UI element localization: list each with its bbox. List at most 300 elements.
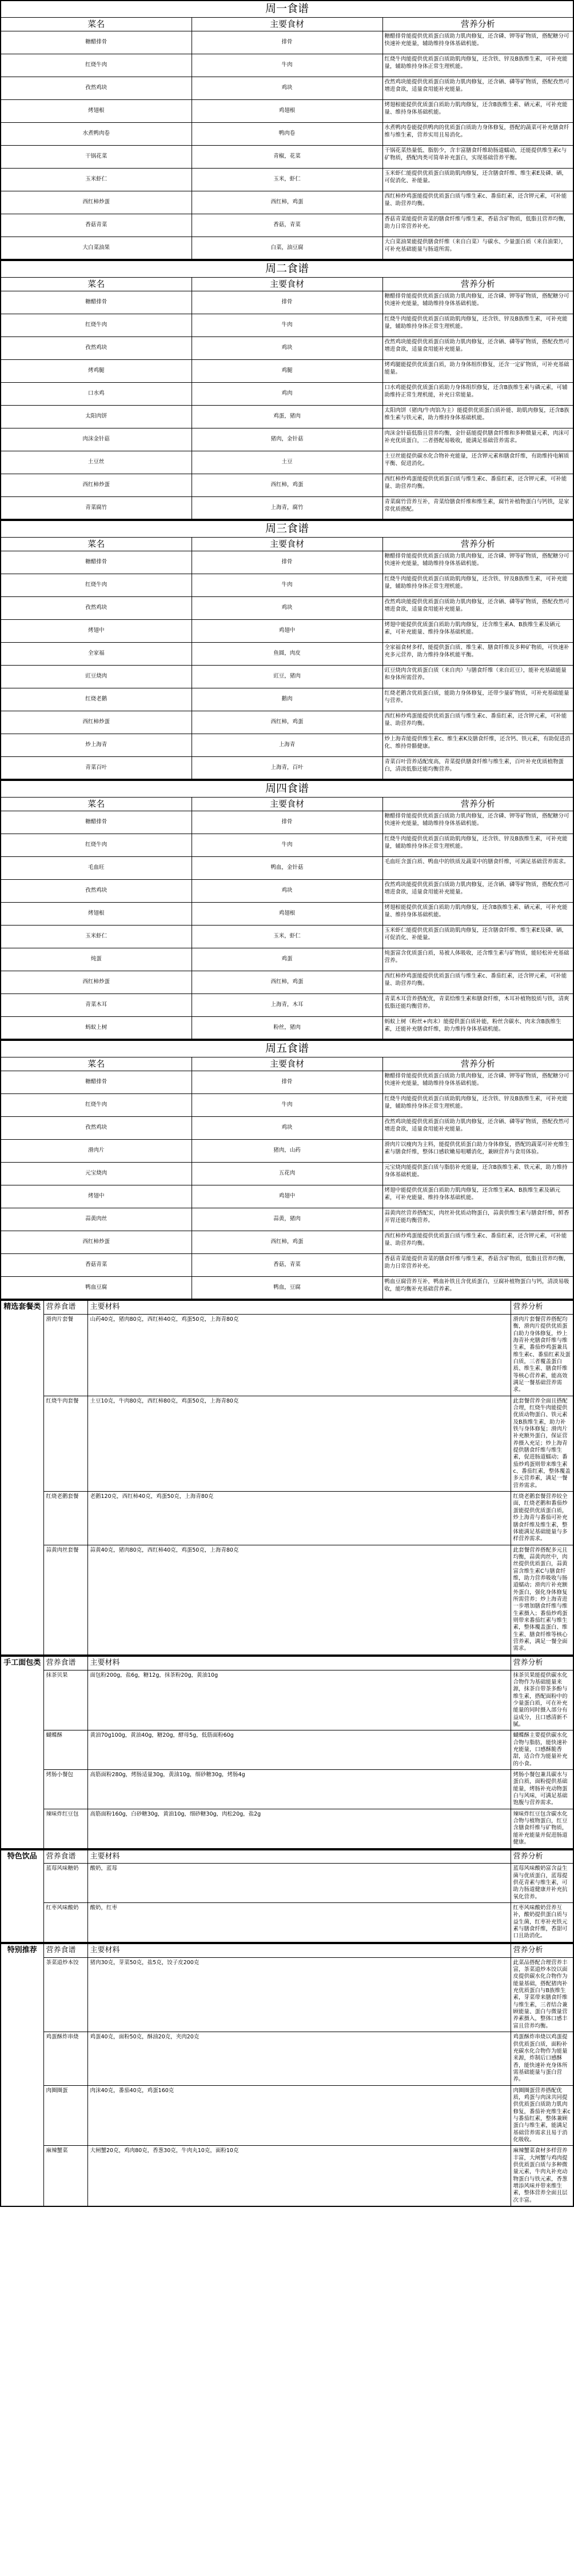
- table-row: [1, 551, 573, 574]
- dish-ingredients: 排骨: [192, 31, 382, 54]
- dish-name: 香菇青菜: [1, 1253, 192, 1276]
- table-row: [1, 925, 573, 948]
- dish-ingredients: 粉丝，猪肉: [192, 1016, 382, 1039]
- dish-ingredients: 猪肉，山药: [192, 1139, 382, 1162]
- dish-name: 红烧牛肉: [1, 314, 192, 336]
- dish-nutrition: 水煮鸭肉卷能提供鸭肉的优质蛋白质助力身体修复，搭配的蔬菜可补充膳食纤维与维生素，营养实用且易消化。: [382, 122, 573, 145]
- recipe-analysis: 抹茶贝果能提供碳水化合物作为基础能量来源，抹茶自带茶多酚与维生素，搭配面粉中的少量蛋白质，可在补充能量的同时摄入部分有益成分，且口感清新不腻。: [511, 1670, 573, 1730]
- header-recipe: 营养食谱: [43, 1300, 87, 1314]
- dish-ingredients: 青椒，花菜: [192, 145, 382, 168]
- dish-name: 元宝烧肉: [1, 1162, 192, 1185]
- dish-ingredients: 白菜，油豆腐: [192, 237, 382, 259]
- dish-ingredients: 猪肉，金针菇: [192, 428, 382, 451]
- dish-name: 毛血旺: [1, 856, 192, 879]
- header-dish-name: 菜名: [1, 797, 192, 811]
- dish-ingredients: 鹅肉: [192, 688, 382, 711]
- dish-ingredients: 西红柿，鸡蛋: [192, 474, 382, 496]
- dish-ingredients: 排骨: [192, 291, 382, 314]
- table-row: [1, 834, 573, 856]
- table-row: [1, 1162, 573, 1185]
- dish-nutrition: 豇豆烧肉含优质蛋白质（来自肉）与膳食纤维（来自豇豆），能补充基础能量和身体所需营养。: [382, 665, 573, 688]
- dish-name: 豇豆烧肉: [1, 665, 192, 688]
- table-row: [1, 619, 573, 642]
- dish-name: 红烧牛肉: [1, 1093, 192, 1116]
- header-nutrition: 营养分析: [382, 1057, 573, 1071]
- recipe-materials: 高筋面粉280g，烤肠适量30g，黄油10g，细砂糖30g，烤肠4g: [87, 1770, 511, 1809]
- dish-ingredients: 牛肉: [192, 1093, 382, 1116]
- dish-name: 水煮鸭肉卷: [1, 122, 192, 145]
- dish-name: 蒜黄肉丝: [1, 1208, 192, 1231]
- recipe-materials: 土豆10克，牛肉80克，西红柿80克，鸡蛋50克，上海青80克: [87, 1396, 511, 1491]
- dish-ingredients: 土豆: [192, 451, 382, 474]
- dish-nutrition: 玉米虾仁能提供优质蛋白质助肌肉修复，还含膳食纤维、维生素E及磷、硒，可促消化、补能量。: [382, 168, 573, 191]
- day-title-row: [1, 1040, 573, 1057]
- dish-nutrition: 全家福食材多样，能提供蛋白质、维生素、膳食纤维及多种矿物质，可快速补充多元营养，助力维持身体机能平衡。: [382, 642, 573, 665]
- dish-ingredients: 鸭血，豆腐: [192, 1276, 382, 1299]
- table-row: [1, 1545, 573, 1655]
- dish-ingredients: 豇豆，猪肉: [192, 665, 382, 688]
- recipe-materials: 猪肉30克，芽菜50克，盐5克，饺子皮200克: [87, 1957, 511, 2032]
- category-table: [0, 1656, 574, 1849]
- header-nutrition: 营养分析: [382, 17, 573, 31]
- table-row: [1, 99, 573, 122]
- day-title: 周四食谱: [1, 780, 573, 797]
- day-title-row: [1, 520, 573, 537]
- dish-name: 滑肉片: [1, 1139, 192, 1162]
- table-row: [1, 1208, 573, 1231]
- dish-name: 糖醋排骨: [1, 811, 192, 834]
- day-menu-table: [0, 1040, 574, 1300]
- table-row: [1, 77, 573, 99]
- dish-nutrition: 滑肉片以瘦肉为主料，能提供优质蛋白助力身体修复，搭配的蔬菜可补充维生素与膳食纤维，整体口感软嫩易咀嚼消化，兼顾营养与食用体验。: [382, 1139, 573, 1162]
- day-menu-table: [0, 260, 574, 520]
- dish-name: 烤翅中: [1, 619, 192, 642]
- dish-nutrition: 糖醋排骨能提供优质蛋白质助力肌肉修复，还含磷、钾等矿物质，搭配糖分可快速补充能量，辅助维持身体基础机能。: [382, 811, 573, 834]
- column-header-row: [1, 537, 573, 551]
- dish-name: 玉米虾仁: [1, 925, 192, 948]
- table-row: [1, 948, 573, 971]
- dish-nutrition: 糖醋排骨能提供优质蛋白质助力肌肉修复，还含磷、钾等矿物质，搭配糖分可快速补充能量，辅助维持身体基础机能。: [382, 31, 573, 54]
- table-row: [1, 971, 573, 993]
- day-title: 周一食谱: [1, 1, 573, 17]
- category-menus: [0, 1300, 574, 2207]
- dish-ingredients: 鸡翅中: [192, 1185, 382, 1208]
- dish-ingredients: 牛肉: [192, 314, 382, 336]
- dish-ingredients: 西红柿，鸡蛋: [192, 191, 382, 214]
- dish-name: 西红柿炒蛋: [1, 474, 192, 496]
- dish-ingredients: 香菇，青菜: [192, 214, 382, 237]
- header-materials: 主要材料: [87, 1944, 511, 1957]
- category-header-row: [1, 1944, 573, 1957]
- table-row: [1, 382, 573, 405]
- dish-nutrition: 土豆丝能提供碳水化合物补充能量，还含钾元素和膳食纤维，有助维持电解质平衡、促进消化。: [382, 451, 573, 474]
- category-table: [0, 1849, 574, 1943]
- recipe-name: 肉圈圈蛋: [43, 2085, 87, 2146]
- table-row: [1, 122, 573, 145]
- table-row: [1, 1903, 573, 1942]
- table-row: [1, 688, 573, 711]
- dish-nutrition: 青菜百叶营养适配度高，青菜提供膳食纤维与维生素，百叶补充优质植物蛋白，清淡低脂还能均衡营养。: [382, 756, 573, 779]
- dish-nutrition: 炒上海青能提供维生素c、维生素K及膳食纤维，还含钙、铁元素，有助促进消化、维持骨骼健康。: [382, 734, 573, 756]
- table-row: [1, 1770, 573, 1809]
- dish-ingredients: 蒜黄，猪肉: [192, 1208, 382, 1231]
- dish-name: 青菜腐竹: [1, 496, 192, 519]
- dish-name: 西红柿炒蛋: [1, 711, 192, 734]
- column-header-row: [1, 1057, 573, 1071]
- recipe-materials: 蒜黄40克，猪肉80克，西红柿40克，鸡蛋50克，上海青80克: [87, 1545, 511, 1655]
- header-recipe: 营养食谱: [43, 1656, 87, 1670]
- day-menu-table: [0, 0, 574, 260]
- recipe-analysis: 此套餐营养全面且搭配合理，红烧牛肉能提供优质动物蛋白、铁元素及B族维生素，助力补铁与身体修复；滑肉片补充额外蛋白，保证营养摄入充足；炒上海青提供膳食纤维与维生素，促进肠道蠕动；番茄炒鸡蛋则带来维生素c、番茄红素，整体覆盖多元营养素，满足一餐营养需求。: [511, 1396, 573, 1491]
- table-row: [1, 2146, 573, 2206]
- recipe-analysis: 蓝莓风味酸奶富含益生菌与优质蛋白，蓝莓提供花青素与维生素，可助力肠道健康并补充抗氧化营养。: [511, 1864, 573, 1903]
- table-row: [1, 168, 573, 191]
- dish-ingredients: 上海青，百叶: [192, 756, 382, 779]
- dish-nutrition: 香菇青菜能提供青菜的膳食纤维与维生素，香菇含矿物质，低脂且营养均衡，助力日常营养补充。: [382, 1253, 573, 1276]
- recipe-name: 蒜黄肉丝套餐: [43, 1545, 87, 1655]
- dish-nutrition: 蚂蚁上树（粉丝+肉末）能提供蛋白质补能，粉丝含碳水、肉末含B族维生素，还能补充膳食纤维，助力维持身体基础机能。: [382, 1016, 573, 1039]
- recipe-materials: 山药40克，猪肉80克，西红柿40克，鸡蛋50克，上海青80克: [87, 1314, 511, 1396]
- dish-nutrition: 红烧牛肉能提供优质蛋白质助肌肉修复，还含铁、锌及B族维生素，可补充能量，辅助维持身体正常生理机能。: [382, 574, 573, 596]
- day-menu-table: [0, 520, 574, 780]
- table-row: [1, 596, 573, 619]
- dish-ingredients: 鸭肉卷: [192, 122, 382, 145]
- recipe-name: 蓝莓风味糖奶: [43, 1864, 87, 1903]
- table-row: [1, 31, 573, 54]
- table-row: [1, 1396, 573, 1491]
- header-dish-name: 菜名: [1, 17, 192, 31]
- dish-name: 烤翅中: [1, 1185, 192, 1208]
- table-row: [1, 902, 573, 925]
- dish-ingredients: 鸡翅根: [192, 902, 382, 925]
- dish-name: 西红柿炒蛋: [1, 971, 192, 993]
- table-row: [1, 191, 573, 214]
- table-row: [1, 496, 573, 519]
- table-row: [1, 2032, 573, 2085]
- dish-ingredients: 鸡块: [192, 77, 382, 99]
- dish-ingredients: 上海青，腐竹: [192, 496, 382, 519]
- dish-nutrition: 烤翅根能提供优质蛋白质助力肌肉修复，还含B族维生素、硒元素，可补充能量、维持身体基础机能。: [382, 99, 573, 122]
- dish-ingredients: 玉米，虾仁: [192, 168, 382, 191]
- column-header-row: [1, 17, 573, 31]
- day-title-row: [1, 1, 573, 17]
- table-row: [1, 665, 573, 688]
- header-materials: 主要材料: [87, 1300, 511, 1314]
- header-analysis: 营养分析: [511, 1300, 573, 1314]
- dish-name: 香菇青菜: [1, 214, 192, 237]
- table-row: [1, 756, 573, 779]
- dish-nutrition: 西红柿炒鸡蛋能提供优质蛋白质与维生素c、番茄红素，还含钾元素，可补能量、助营养均衡。: [382, 711, 573, 734]
- day-menu-table: [0, 780, 574, 1040]
- dish-nutrition: 烤翅中能提供优质蛋白质助力肌肉修复，还含维生素A、B族维生素及硒元素，可补充能量、维持身体基础机能。: [382, 619, 573, 642]
- table-row: [1, 314, 573, 336]
- dish-name: 玉米虾仁: [1, 168, 192, 191]
- dish-ingredients: 鸡肉: [192, 382, 382, 405]
- table-row: [1, 145, 573, 168]
- recipe-analysis: 红枣风味酸奶营养互补，酸奶提供蛋白质与益生菌，红枣补充铁元素与膳食纤维，香甜可口且助消化。: [511, 1903, 573, 1942]
- table-row: [1, 1957, 573, 2032]
- table-row: [1, 879, 573, 902]
- table-row: [1, 237, 573, 259]
- header-dish-name: 菜名: [1, 277, 192, 291]
- recipe-analysis: 麻辣蟹菜食材多样营养丰富，大闸蟹与鸡肉提供优质蛋白质与多种微量元素，牛肉丸补充动物蛋白与铁元素，香葱增添风味并带来维生素，整体营养全面且层次丰富。: [511, 2146, 573, 2206]
- table-row: [1, 1116, 573, 1139]
- header-analysis: 营养分析: [511, 1656, 573, 1670]
- recipe-analysis: 鸡蛋酥炸串烧以鸡蛋提供优质蛋白质，面粉补充碳水化合物作为能量来源，炸制后口感酥香，能快速补充身体所需基础能量与蛋白营养。: [511, 2032, 573, 2085]
- dish-ingredients: 西红柿，鸡蛋: [192, 1231, 382, 1253]
- dish-nutrition: 孜然鸡块能提供优质蛋白质助力肌肉修复，还含硒、磷等矿物质，搭配孜然可增进食欲，适量食用能补充能量。: [382, 77, 573, 99]
- dish-nutrition: 糖醋排骨能提供优质蛋白质助力肌肉修复，还含磷、钾等矿物质，搭配糖分可快速补充能量，辅助维持身体基础机能。: [382, 551, 573, 574]
- dish-nutrition: 炖蛋富含优质蛋白质，易被人体吸收，还含维生素与矿物质，能轻松补充基础营养。: [382, 948, 573, 971]
- dish-name: 糖醋排骨: [1, 551, 192, 574]
- header-ingredients: 主要食材: [192, 537, 382, 551]
- dish-nutrition: 西红柿炒鸡蛋能提供优质蛋白质与维生素c、番茄红素，还含钾元素，可补能量、助营养均衡。: [382, 191, 573, 214]
- category-label: 精选套餐类: [1, 1300, 43, 1655]
- dish-name: 红烧老鹅: [1, 688, 192, 711]
- recipe-materials: 面包粉200g，盐6g，糖12g，抹茶粉20g，黄油10g: [87, 1670, 511, 1730]
- dish-ingredients: 香菇，青菜: [192, 1253, 382, 1276]
- table-row: [1, 856, 573, 879]
- dish-name: 口水鸡: [1, 382, 192, 405]
- header-nutrition: 营养分析: [382, 797, 573, 811]
- table-row: [1, 451, 573, 474]
- dish-name: 蚂蚁上树: [1, 1016, 192, 1039]
- category-label: 特色饮品: [1, 1850, 43, 1942]
- dish-nutrition: 蒜黄肉丝营养搭配实，肉丝补优质动物蛋白，蒜黄供维生素与膳食纤维，鲜香开胃还能均衡营养。: [382, 1208, 573, 1231]
- dish-name: 孜然鸡块: [1, 596, 192, 619]
- table-row: [1, 1071, 573, 1093]
- recipe-materials: 鸡蛋40克，面粉50克，酥油20克，夹肉20克: [87, 2032, 511, 2085]
- dish-name: 太阳肉饼: [1, 405, 192, 428]
- table-row: [1, 291, 573, 314]
- header-ingredients: 主要食材: [192, 797, 382, 811]
- dish-ingredients: 排骨: [192, 811, 382, 834]
- category-header-row: [1, 1656, 573, 1670]
- dish-name: 烤翅根: [1, 902, 192, 925]
- recipe-analysis: 此套餐营养搭配多元且均衡，蒜黄肉丝中，肉丝提供优质蛋白，蒜黄富含维生素C与膳食纤维，助力营养吸收与肠道蠕动；滑肉片补充额外蛋白，强化身体修复所需营养；炒上海青进一步增加膳食纤维与维生素摄入；番茄炒鸡蛋则带来番茄红素与维生素，整体覆盖蛋白、维生素、膳食纤维等核心营养素，满足一餐全面需求。: [511, 1545, 573, 1655]
- dish-name: 炖蛋: [1, 948, 192, 971]
- dish-nutrition: 红烧牛肉能提供优质蛋白质助肌肉修复，还含铁、锌及B族维生素，可补充能量，辅助维持身体正常生理机能。: [382, 834, 573, 856]
- header-ingredients: 主要食材: [192, 1057, 382, 1071]
- dish-name: 烤翅根: [1, 99, 192, 122]
- dish-ingredients: 鸡蛋: [192, 948, 382, 971]
- dish-ingredients: 鸡块: [192, 879, 382, 902]
- dish-name: 西红柿炒蛋: [1, 1231, 192, 1253]
- dish-nutrition: 干锅花菜热量低、脂肪少，含丰富膳食纤维助肠道蠕动，还能提供维生素c与矿物质，搭配肉类可简单补充蛋白，实现基础营养平衡。: [382, 145, 573, 168]
- dish-name: 大白菜油果: [1, 237, 192, 259]
- dish-ingredients: 鸡块: [192, 336, 382, 359]
- recipe-analysis: 此菜品搭配合理营养丰富，茶菜道炒本饺以面皮提供碳水化合物作为能量基础，搭配猪肉补充优质蛋白与B族维生素，芽菜带来膳食纤维与维生素，三者结合兼顾能量、蛋白与微量营养素摄入，整体口感丰富且营养均衡。: [511, 1957, 573, 2032]
- recipe-analysis: 辣味炸红豆包含碳水化合物与植物蛋白，红豆含膳食纤维与矿物质，能补充能量并促进肠道健康。: [511, 1809, 573, 1848]
- table-row: [1, 1093, 573, 1116]
- dish-name: 孜然鸡块: [1, 1116, 192, 1139]
- recipe-materials: 酸奶，蓝莓: [87, 1864, 511, 1903]
- table-row: [1, 642, 573, 665]
- dish-nutrition: 糖醋排骨能提供优质蛋白质助力肌肉修复，还含磷、钾等矿物质，搭配糖分可快速补充能量，辅助维持身体基础机能。: [382, 291, 573, 314]
- recipe-name: 茶菜道炒本饺: [43, 1957, 87, 2032]
- dish-nutrition: 西红柿炒鸡蛋能提供优质蛋白质与维生素c、番茄红素，还含钾元素，可补能量、助营养均衡。: [382, 971, 573, 993]
- dish-nutrition: 烤翅中能提供优质蛋白质助力肌肉修复，还含维生素A、B族维生素及硒元素，可补充能量、维持身体基础机能。: [382, 1185, 573, 1208]
- dish-nutrition: 西红柿炒鸡蛋能提供优质蛋白质与维生素c、番茄红素，还含钾元素，可补能量、助营养均衡。: [382, 474, 573, 496]
- header-ingredients: 主要食材: [192, 17, 382, 31]
- recipe-name: 红烧牛肉套餐: [43, 1396, 87, 1491]
- recipe-materials: 老鹅120克，西红柿40克，鸡蛋50克，上海青80克: [87, 1492, 511, 1545]
- header-materials: 主要材料: [87, 1656, 511, 1670]
- category-header-row: [1, 1850, 573, 1864]
- day-title: 周二食谱: [1, 261, 573, 277]
- dish-name: 孜然鸡块: [1, 336, 192, 359]
- dish-nutrition: 太阳肉饼（猪肉/牛肉馅为主）能提供优质蛋白质补能、助肌肉修复，还含B族维生素与铁元素，助力维持身体基础机能。: [382, 405, 573, 428]
- table-row: [1, 1016, 573, 1039]
- table-row: [1, 1670, 573, 1730]
- table-row: [1, 428, 573, 451]
- dish-nutrition: 红烧牛肉能提供优质蛋白质助肌肉修复，还含铁、锌及B族维生素，可补充能量，辅助维持身体正常生理机能。: [382, 54, 573, 77]
- dish-nutrition: 红烧牛肉能提供优质蛋白质助肌肉修复，还含铁、锌及B族维生素，可补充能量，辅助维持身体正常生理机能。: [382, 1093, 573, 1116]
- dish-ingredients: 鸡翅根: [192, 99, 382, 122]
- dish-name: 全家福: [1, 642, 192, 665]
- table-row: [1, 1730, 573, 1770]
- table-row: [1, 474, 573, 496]
- dish-name: 糖醋排骨: [1, 31, 192, 54]
- table-row: [1, 214, 573, 237]
- dish-ingredients: 西红柿，鸡蛋: [192, 711, 382, 734]
- dish-ingredients: 上海青: [192, 734, 382, 756]
- dish-name: 鸭血豆腐: [1, 1276, 192, 1299]
- column-header-row: [1, 277, 573, 291]
- recipe-name: 鸡蛋酥炸串烧: [43, 2032, 87, 2085]
- recipe-name: 麻辣蟹菜: [43, 2146, 87, 2206]
- dish-nutrition: 糖醋排骨能提供优质蛋白质助力肌肉修复，还含磷、钾等矿物质，搭配糖分可快速补充能量，辅助维持身体基础机能。: [382, 1071, 573, 1093]
- table-row: [1, 1276, 573, 1299]
- table-row: [1, 1185, 573, 1208]
- dish-name: 糖醋排骨: [1, 291, 192, 314]
- header-recipe: 营养食谱: [43, 1944, 87, 1957]
- dish-ingredients: 牛肉: [192, 834, 382, 856]
- table-row: [1, 359, 573, 382]
- dish-ingredients: 鸡翅中: [192, 619, 382, 642]
- category-table: [0, 1300, 574, 1656]
- header-nutrition: 营养分析: [382, 277, 573, 291]
- day-title: 周三食谱: [1, 520, 573, 537]
- dish-name: 炒上海青: [1, 734, 192, 756]
- table-row: [1, 54, 573, 77]
- dish-nutrition: 西红柿炒鸡蛋能提供优质蛋白质与维生素c、番茄红素，还含钾元素，可补能量、助营养均衡。: [382, 1231, 573, 1253]
- dish-nutrition: 烤鸡腿能提供优质蛋白质，助力身体组织修复，还含一定矿物质，可补充基础能量。: [382, 359, 573, 382]
- header-dish-name: 菜名: [1, 537, 192, 551]
- dish-nutrition: 青菜木耳营养搭配优，青菜给维生素和膳食纤维，木耳补植物胶质与铁，清爽低脂还能均衡营养。: [382, 993, 573, 1016]
- table-row: [1, 711, 573, 734]
- dish-ingredients: 玉米，虾仁: [192, 925, 382, 948]
- recipe-name: 辣味炸红豆包: [43, 1809, 87, 1848]
- table-row: [1, 1492, 573, 1545]
- dish-nutrition: 烤翅根能提供优质蛋白质助力肌肉修复，还含B族维生素、硒元素，可补充能量、维持身体基础机能。: [382, 902, 573, 925]
- category-label: 手工面包类: [1, 1656, 43, 1849]
- recipe-name: 红烧老鹅套餐: [43, 1492, 87, 1545]
- dish-ingredients: 鸡块: [192, 596, 382, 619]
- day-title-row: [1, 780, 573, 797]
- dish-name: 青菜百叶: [1, 756, 192, 779]
- recipe-name: 蝴蝶酥: [43, 1730, 87, 1770]
- header-materials: 主要材料: [87, 1850, 511, 1864]
- dish-nutrition: 口水鸡能提供优质蛋白质助力身体组织修复，还含B族维生素与磷元素，可辅助维持正常生理机能，补充日常能量。: [382, 382, 573, 405]
- table-row: [1, 811, 573, 834]
- dish-name: 土豆丝: [1, 451, 192, 474]
- dish-nutrition: 孜然鸡块能提供优质蛋白质助力肌肉修复，还含硒、磷等矿物质，搭配孜然可增进食欲，适量食用能补充能量。: [382, 879, 573, 902]
- dish-nutrition: 元宝烧肉能提供蛋白质与脂肪补充能量，还含B族维生素、铁元素，助力维持身体基础机能。: [382, 1162, 573, 1185]
- dish-ingredients: 西红柿，鸡蛋: [192, 971, 382, 993]
- dish-nutrition: 红烧老鹅含优质蛋白质，能助力身体修复，还带少量矿物质，可补充基础能量与营养。: [382, 688, 573, 711]
- category-label: 特别推荐: [1, 1944, 43, 2206]
- recipe-materials: 黄油70g100g，黄油40g，糖20g，酵母5g，低筋面粉60g: [87, 1730, 511, 1770]
- dish-name: 糖醋排骨: [1, 1071, 192, 1093]
- dish-nutrition: 青菜腐竹营养互补，青菜给膳食纤维和维生素，腐竹补植物蛋白与钙铁，是家常优质搭配。: [382, 496, 573, 519]
- dish-ingredients: 鸡块: [192, 1116, 382, 1139]
- header-recipe: 营养食谱: [43, 1850, 87, 1864]
- recipe-name: 红枣风味酸奶: [43, 1903, 87, 1942]
- recipe-name: 烤肠小餐包: [43, 1770, 87, 1809]
- dish-ingredients: 鸭血，金针菇: [192, 856, 382, 879]
- recipe-analysis: 红烧老鹅套餐营养较全面，红烧老鹅和番茄炒蛋能提供优质蛋白质，炒上海青与番茄可补充膳食纤维及维生素，整体能满足基础能量与多样营养需求。: [511, 1492, 573, 1545]
- dish-nutrition: 孜然鸡块能提供优质蛋白质助力肌肉修复，还含硒、磷等矿物质，搭配孜然可增进食欲，适量食用能补充能量。: [382, 336, 573, 359]
- dish-name: 青菜木耳: [1, 993, 192, 1016]
- dish-name: 红烧牛肉: [1, 54, 192, 77]
- recipe-analysis: 蝴蝶酥主要提供碳水化合物与脂肪，能快速补充能量，口感酥脆香甜，适合作为能量补充的小食。: [511, 1730, 573, 1770]
- dish-nutrition: 毛血旺含蛋白质、鸭血中的铁质及蔬菜中的膳食纤维，可满足基础营养需求。: [382, 856, 573, 879]
- header-analysis: 营养分析: [511, 1850, 573, 1864]
- recipe-name: 抹茶贝果: [43, 1670, 87, 1730]
- table-row: [1, 2085, 573, 2146]
- dish-nutrition: 孜然鸡块能提供优质蛋白质助力肌肉修复，还含硒、磷等矿物质，搭配孜然可增进食欲，适量食用能补充能量。: [382, 1116, 573, 1139]
- category-table: [0, 1943, 574, 2207]
- table-row: [1, 1139, 573, 1162]
- table-row: [1, 1809, 573, 1848]
- recipe-analysis: 肉圈圈蛋营养搭配优质，鸡蛋与肉沫共同提供优质蛋白质助力肌肉修复，番茄补充维生素c与番茄红素，整体兼顾蛋白与维生素，能满足基础营养需求且易于消化吸收。: [511, 2085, 573, 2146]
- header-nutrition: 营养分析: [382, 537, 573, 551]
- recipe-materials: 大闸蟹20克，鸡肉80克，香葱30克，牛肉丸10克，面粉10克: [87, 2146, 511, 2206]
- table-row: [1, 734, 573, 756]
- table-row: [1, 1314, 573, 1396]
- day-title: 周五食谱: [1, 1040, 573, 1057]
- dish-nutrition: 肉沫金针菇低脂且营养均衡，金针菇能提供膳食纤维和多种微量元素，肉沫可补充优质蛋白，二者搭配易吸收，能满足基础营养需求。: [382, 428, 573, 451]
- table-row: [1, 574, 573, 596]
- recipe-name: 滑肉片套餐: [43, 1314, 87, 1396]
- dish-ingredients: 鸡蛋，猪肉: [192, 405, 382, 428]
- dish-ingredients: 鱼圆，肉皮: [192, 642, 382, 665]
- dish-nutrition: 孜然鸡块能提供优质蛋白质助力肌肉修复，还含硒、磷等矿物质，搭配孜然可增进食欲，适量食用能补充能量。: [382, 596, 573, 619]
- table-row: [1, 405, 573, 428]
- category-header-row: [1, 1300, 573, 1314]
- table-row: [1, 1253, 573, 1276]
- dish-ingredients: 排骨: [192, 551, 382, 574]
- dish-ingredients: 牛肉: [192, 54, 382, 77]
- table-row: [1, 1231, 573, 1253]
- dish-nutrition: 玉米虾仁能提供优质蛋白质助肌肉修复，还含膳食纤维、维生素E及磷、硒，可促消化、补能量。: [382, 925, 573, 948]
- dish-nutrition: 香菇青菜能提供青菜的膳食纤维与维生素，香菇含矿物质，低脂且营养均衡，助力日常营养补充。: [382, 214, 573, 237]
- dish-name: 孜然鸡块: [1, 77, 192, 99]
- header-dish-name: 菜名: [1, 1057, 192, 1071]
- recipe-analysis: 烤肠小餐包兼具碳水与蛋白质，面粉提供基础能量，烤肠补充动物蛋白与风味，可满足基础饱腹与营养需求。: [511, 1770, 573, 1809]
- dish-nutrition: 红烧牛肉能提供优质蛋白质助肌肉修复，还含铁、锌及B族维生素，可补充能量，辅助维持身体正常生理机能。: [382, 314, 573, 336]
- recipe-materials: 高筋面粉160g，白砂糖30g，黄油10g，细砂糖30g，肉松20g，盐2g: [87, 1809, 511, 1848]
- dish-name: 烤鸡腿: [1, 359, 192, 382]
- dish-name: 红烧牛肉: [1, 834, 192, 856]
- column-header-row: [1, 797, 573, 811]
- recipe-materials: 酸奶，红枣: [87, 1903, 511, 1942]
- dish-name: 肉沫金针菇: [1, 428, 192, 451]
- dish-ingredients: 五花肉: [192, 1162, 382, 1185]
- day-title-row: [1, 261, 573, 277]
- table-row: [1, 993, 573, 1016]
